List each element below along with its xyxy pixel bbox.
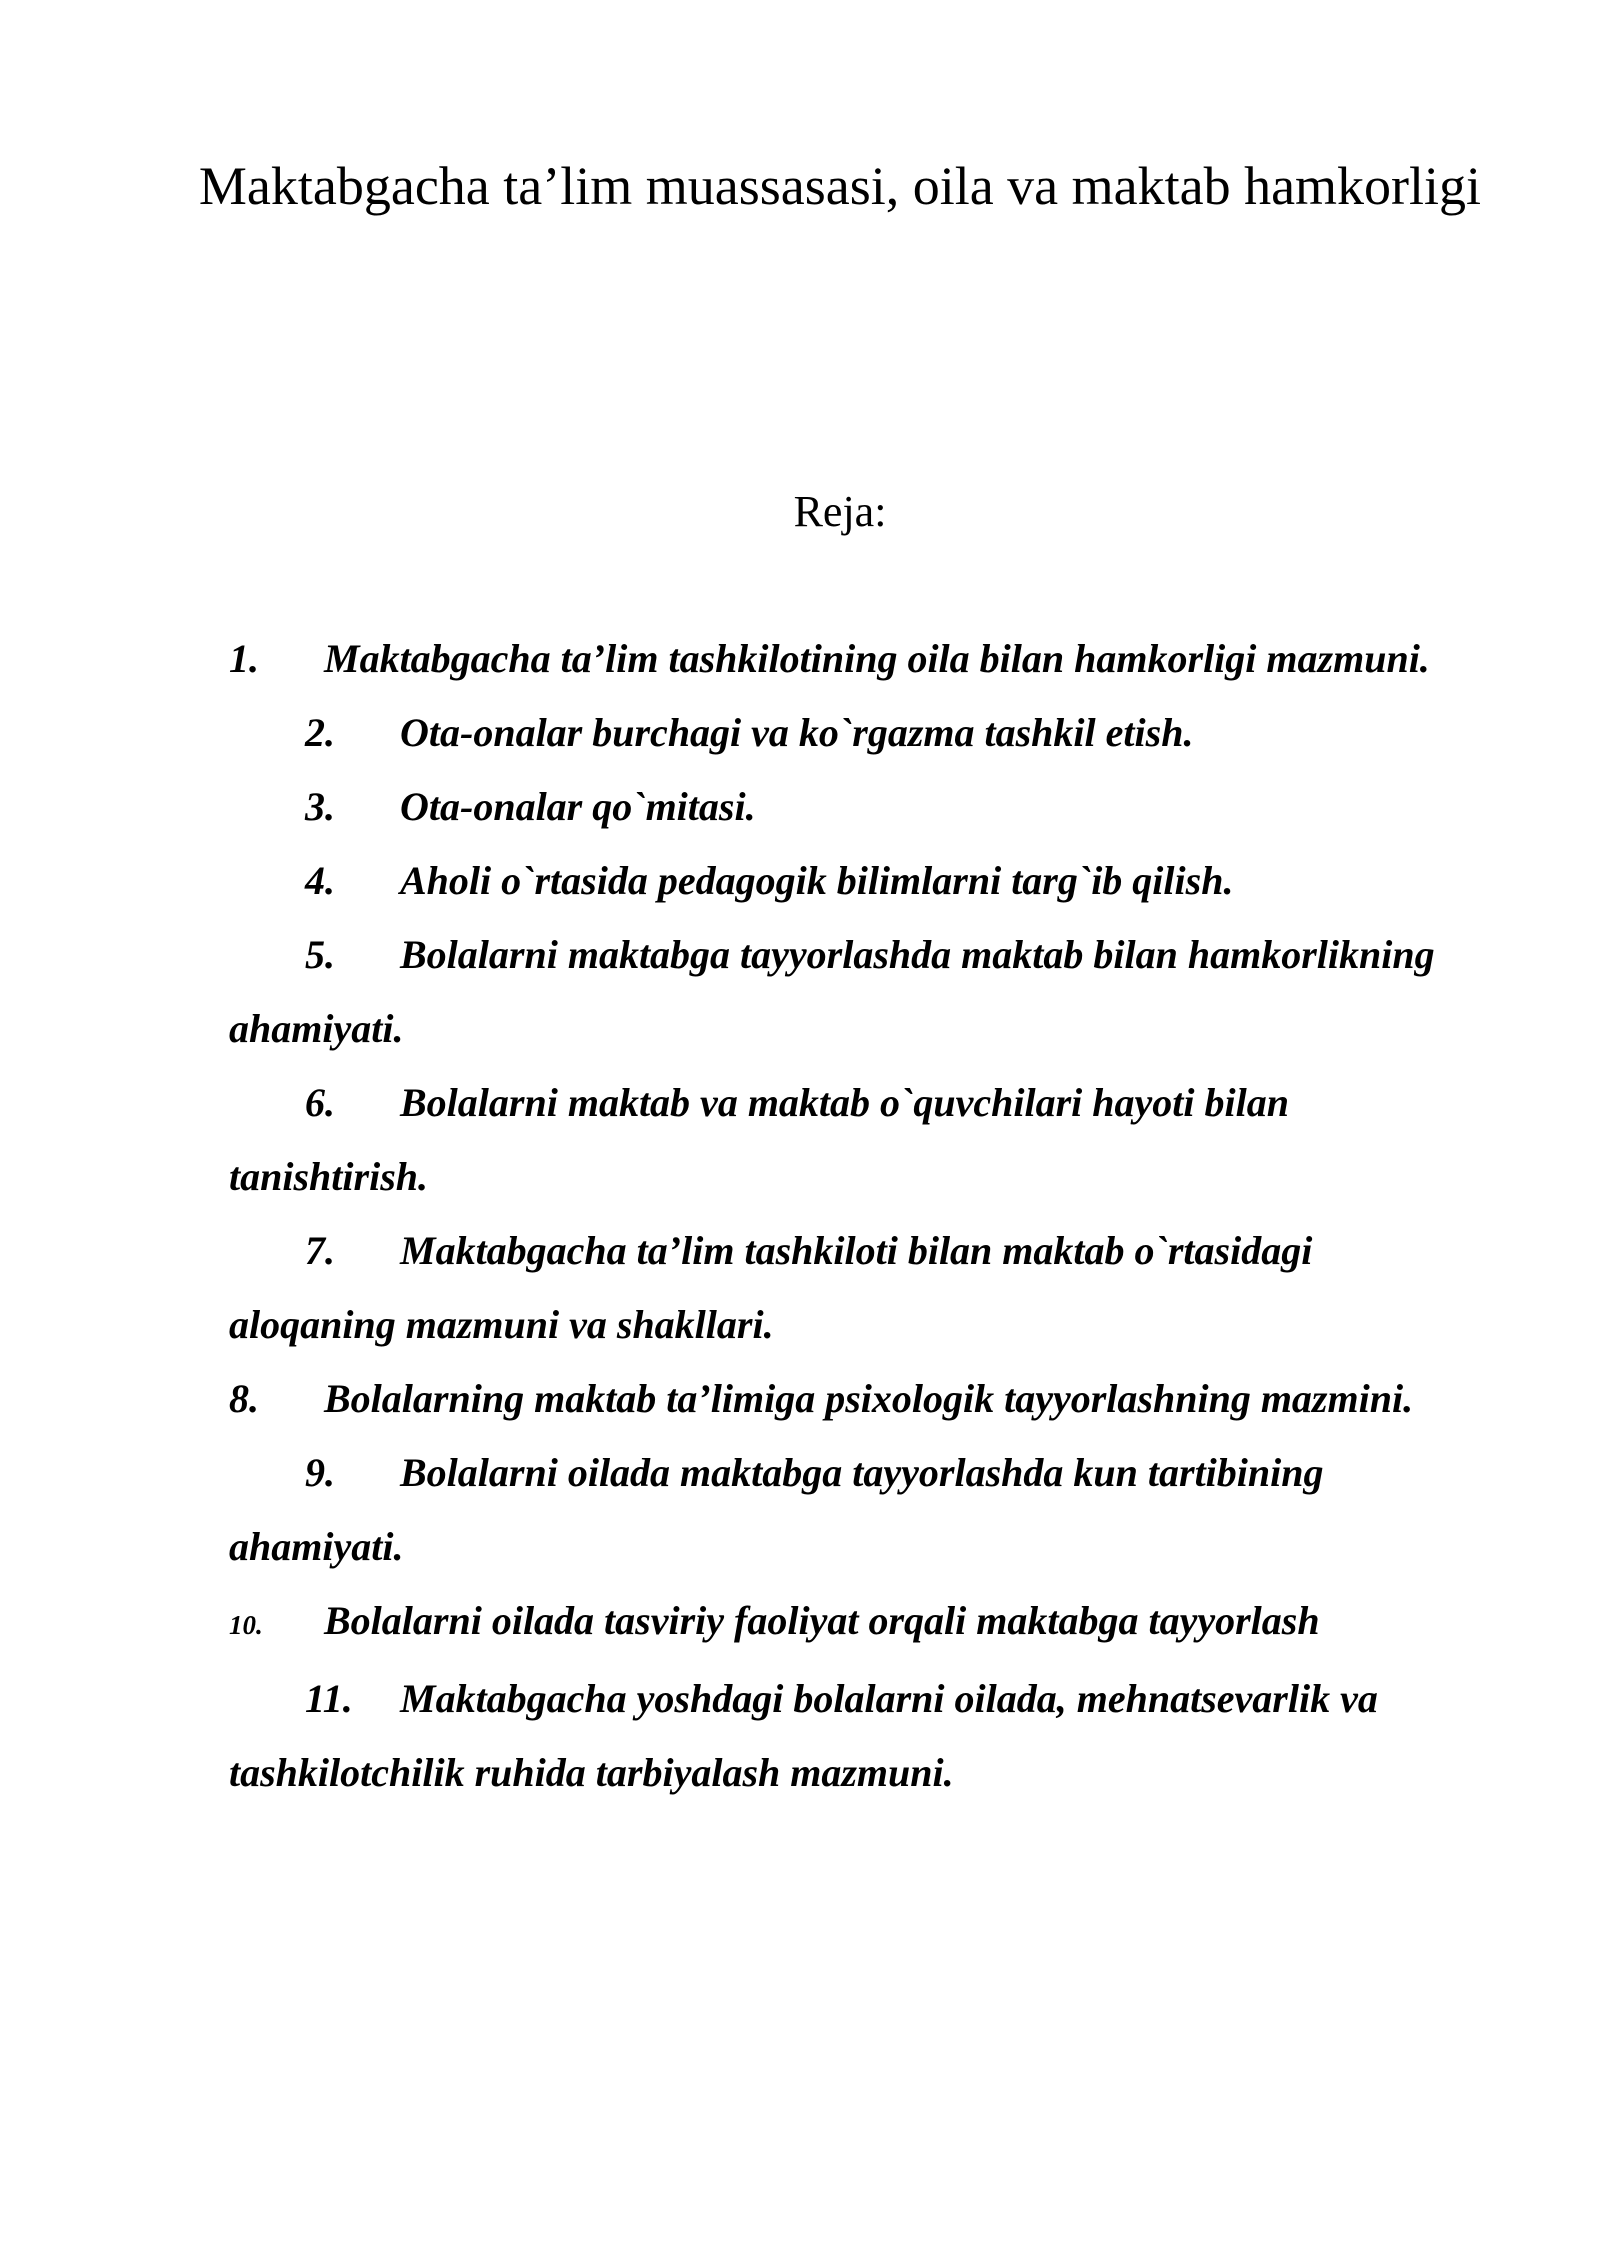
plan-item-text: Bolalarni maktabga tayyorlashda maktab bilan hamkorlikning ahamiyati. (229, 932, 1435, 1051)
plan-item-number: 11. (305, 1676, 353, 1721)
plan-item (229, 1066, 1459, 1214)
plan-item (229, 1214, 1459, 1362)
document-title: Maktabgacha ta’lim muassasasi, oila va maktab hamkorligi (198, 156, 1482, 216)
plan-item-text: Bolalarning maktab ta’limiga psixologik tayyorlashning mazmini. (324, 1376, 1414, 1421)
plan-item-number: 5. (305, 932, 335, 977)
plan-item-text: Maktabgacha ta’lim tashkilotining oila bilan hamkorligi mazmuni. (324, 636, 1430, 681)
plan-item-number: 10. (229, 1610, 263, 1640)
plan-item (229, 918, 1459, 1066)
plan-item-number: 9. (305, 1450, 335, 1495)
plan-item-text: Aholi o`rtasida pedagogik bilimlarni targ`ib qilish. (400, 858, 1234, 903)
plan-list (229, 622, 1459, 1810)
plan-item (229, 1584, 1459, 1662)
plan-item-text: Maktabgacha yoshdagi bolalarni oilada, mehnatsevarlik va tashkilotchilik ruhida tarbiyalash mazmuni. (229, 1676, 1378, 1795)
plan-item-number: 2. (305, 710, 335, 755)
plan-item (229, 844, 1459, 918)
plan-item-text: Bolalarni oilada tasviriy faoliyat orqali maktabga tayyorlash (324, 1598, 1320, 1643)
plan-item-number: 8. (229, 1376, 259, 1421)
plan-item-number: 3. (305, 784, 335, 829)
plan-item-text: Ota-onalar qo`mitasi. (400, 784, 756, 829)
plan-item (229, 622, 1459, 696)
plan-item-text: Bolalarni oilada maktabga tayyorlashda kun tartibining ahamiyati. (229, 1450, 1324, 1569)
plan-item-number: 6. (305, 1080, 335, 1125)
plan-item-number: 7. (305, 1228, 335, 1273)
plan-item (229, 696, 1459, 770)
plan-item-number: 1. (229, 636, 259, 681)
plan-item (229, 1662, 1459, 1810)
plan-item (229, 1362, 1459, 1436)
plan-item-text: Maktabgacha ta’lim tashkiloti bilan maktab o`rtasidagi aloqaning mazmuni va shakllari. (229, 1228, 1313, 1347)
plan-item-number: 4. (305, 858, 335, 903)
plan-item-text: Bolalarni maktab va maktab o`quvchilari hayoti bilan tanishtirish. (229, 1080, 1289, 1199)
plan-item (229, 1436, 1459, 1584)
plan-heading: Reja: (793, 487, 887, 536)
plan-item (229, 770, 1459, 844)
plan-item-text: Ota-onalar burchagi va ko`rgazma tashkil etish. (400, 710, 1194, 755)
